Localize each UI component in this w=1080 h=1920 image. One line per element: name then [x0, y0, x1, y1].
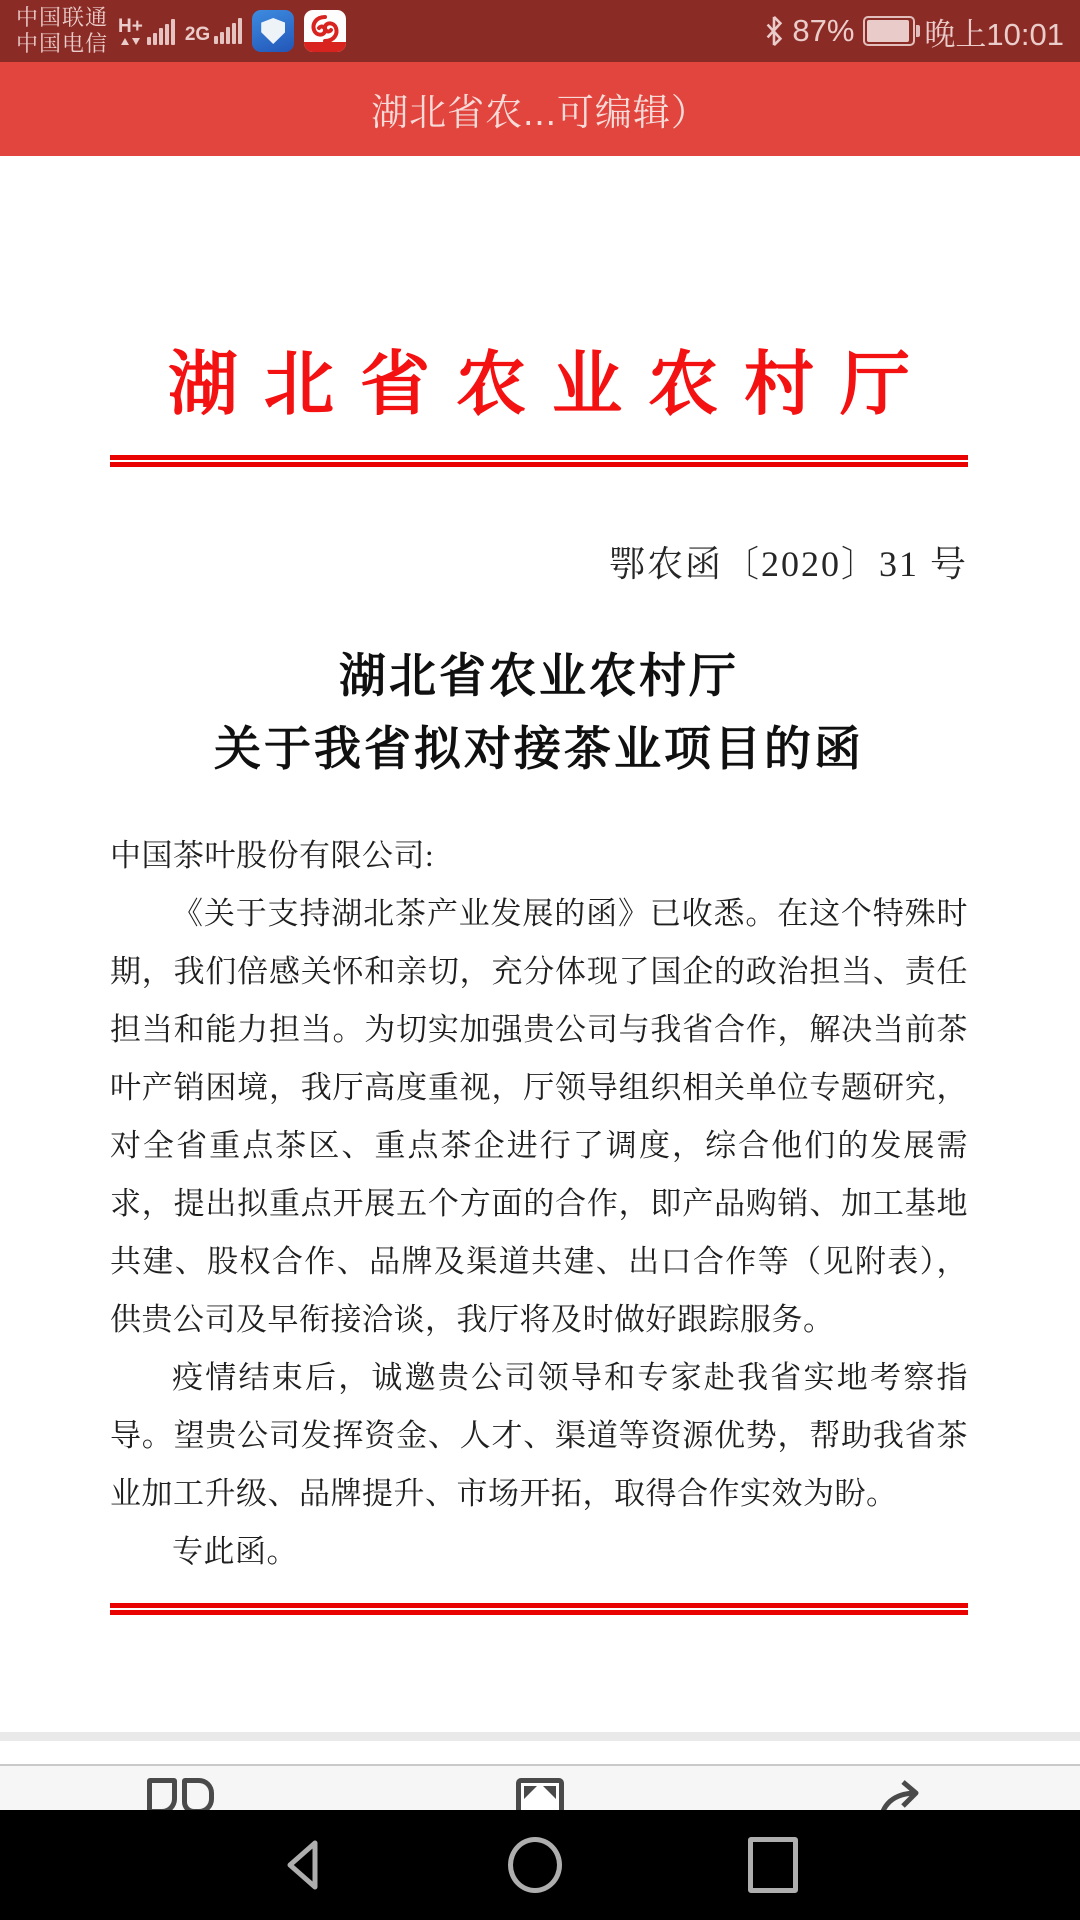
- salutation: 中国茶叶股份有限公司:: [110, 838, 435, 873]
- doc-title-line2: 关于我省拟对接茶业项目的函: [214, 724, 864, 776]
- network-type-label-2: 2G: [184, 24, 211, 45]
- phoenix-banner: [304, 42, 346, 52]
- shield-icon: [261, 18, 285, 44]
- shield-app-icon: [252, 10, 294, 52]
- battery-icon: [863, 16, 915, 46]
- network-type-label-1: H+: [118, 18, 143, 45]
- back-icon[interactable]: [282, 1838, 322, 1892]
- paragraph: 专此函。: [172, 1534, 298, 1569]
- status-bar: [0, 0, 1080, 62]
- app-bar-title: 湖北省农...可编辑）: [371, 92, 709, 133]
- viewer-toolbar: [0, 1764, 1080, 1810]
- carrier-labels: [16, 5, 108, 57]
- doc-body: [110, 827, 968, 1581]
- letterhead-title: 湖北省农业农村厅: [168, 347, 936, 424]
- signal-bars-icon: [214, 18, 242, 44]
- letterhead-rule: [110, 455, 968, 467]
- signal-group-1: [118, 15, 175, 45]
- footer-rule: [110, 1603, 968, 1615]
- carrier-label-1: 中国联通: [16, 5, 109, 30]
- status-bar-right: [765, 9, 1064, 54]
- read-mode-button[interactable]: [147, 1778, 214, 1810]
- page-end-strip: [0, 1732, 1080, 1741]
- clock: 晚上10:01: [924, 16, 1064, 52]
- share-icon: [872, 1778, 928, 1810]
- phoenix-app-icon: [304, 10, 346, 52]
- signal-group-2: [185, 18, 242, 44]
- battery-percent: 87%: [792, 13, 855, 48]
- home-icon[interactable]: [508, 1837, 562, 1893]
- doc-number: 鄂农函〔2020〕31 号: [608, 544, 968, 584]
- read-mode-icon: [147, 1778, 214, 1810]
- bluetooth-icon: [765, 15, 783, 47]
- doc-title: [110, 641, 968, 787]
- signal-bars-icon: [147, 19, 175, 45]
- paragraph: 《关于支持湖北茶产业发展的函》已收悉。在这个特殊时期，我们倍感关怀和亲切，充分体现了国企的政治担当、责任担当和能力担当。为切实加强贵公司与我省合作，解决当前茶叶产销困境，我厅高度重视，厅领导组织相关单位专题研究，对全省重点茶区、重点茶企进行了调度，综合他们的发展需求，提出拟重点开展五个方面的合作，即产品购销、加工基地共建、股权合作、品牌及渠道共建、出口合作等（见附表），供贵公司及早衔接洽谈，我厅将及时做好跟踪服务。: [110, 896, 968, 1337]
- android-nav-bar: [0, 1810, 1080, 1920]
- paragraph: 疫情结束后，诚邀贵公司领导和专家赴我省实地考察指导。望贵公司发挥资金、人才、渠道等资源优势，帮助我省茶业加工升级、品牌提升、市场开拓，取得合作实效为盼。: [110, 1360, 968, 1511]
- data-activity-icon: [121, 38, 140, 45]
- fit-screen-icon: [516, 1778, 564, 1810]
- status-bar-left: [16, 5, 346, 57]
- fit-screen-button[interactable]: [516, 1778, 564, 1810]
- carrier-label-2: 中国电信: [16, 31, 109, 56]
- document-page[interactable]: [0, 156, 1080, 1732]
- doc-title-line1: 湖北省农业农村厅: [339, 651, 739, 703]
- share-button[interactable]: [872, 1778, 928, 1810]
- app-bar: [0, 62, 1080, 156]
- recents-icon[interactable]: [748, 1837, 798, 1893]
